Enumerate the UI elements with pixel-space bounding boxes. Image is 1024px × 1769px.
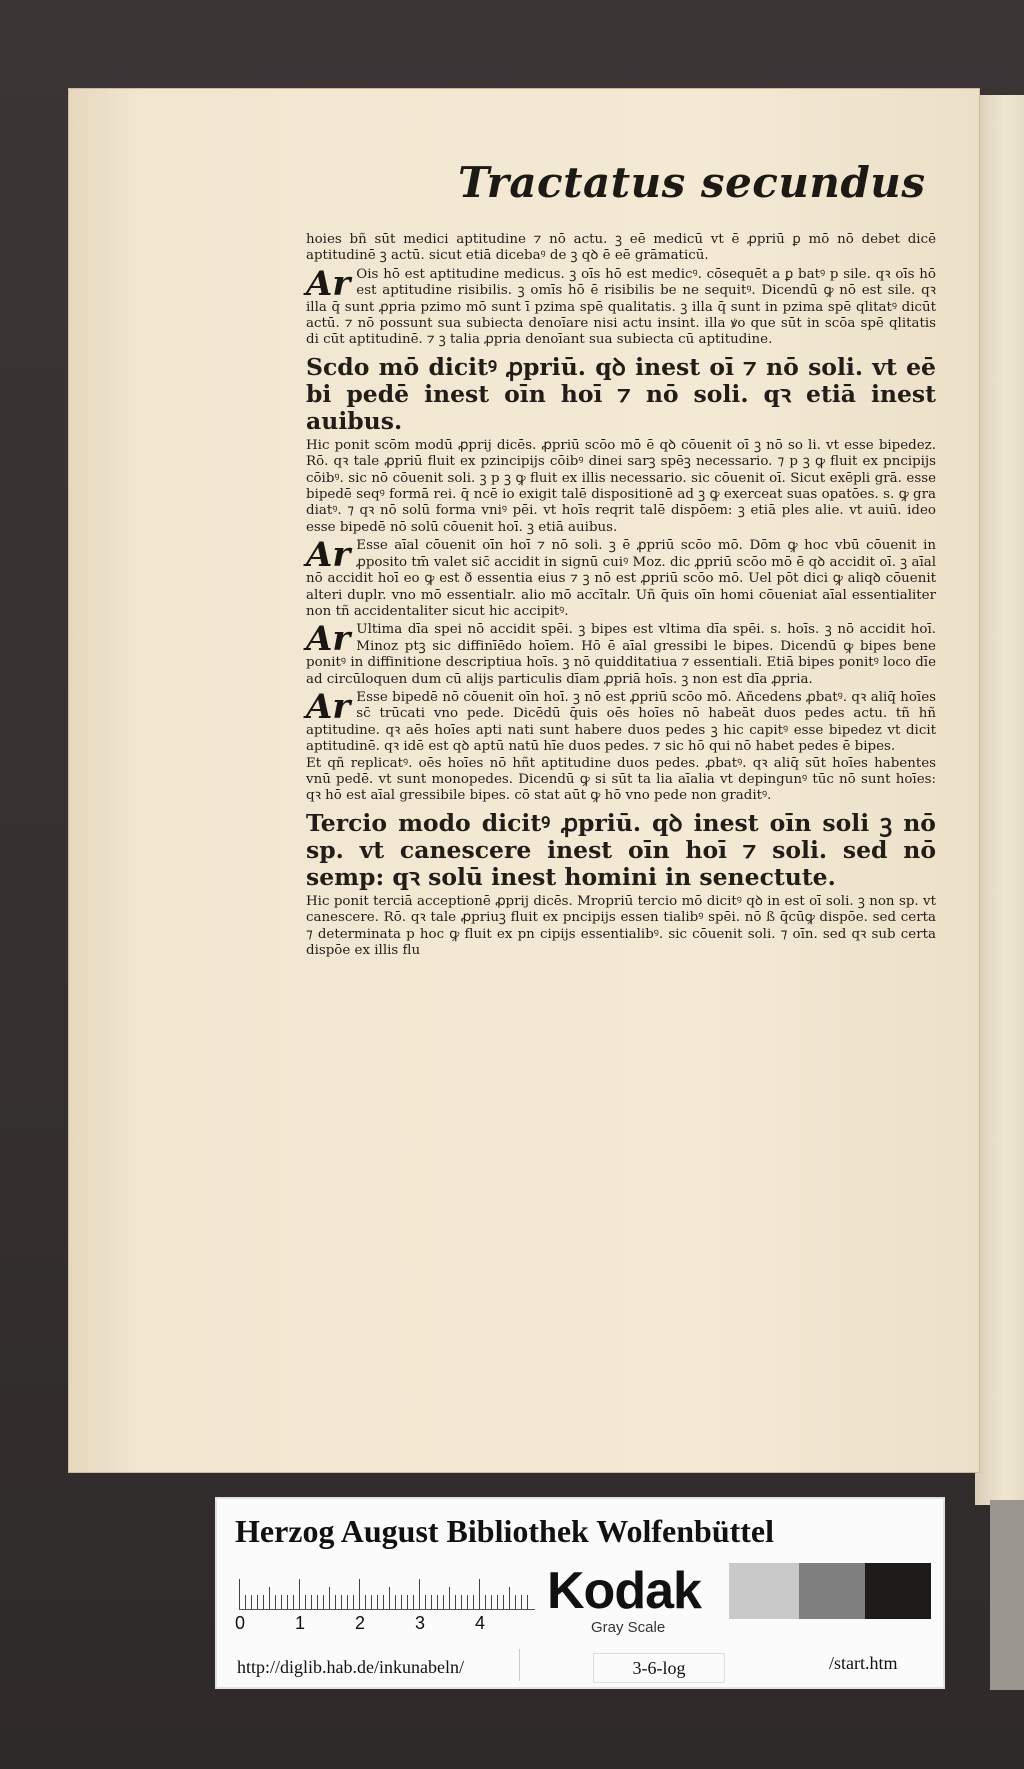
objection-paragraph — [306, 686, 936, 756]
ruler-tick — [251, 1595, 252, 1609]
ruler-tick — [491, 1595, 492, 1609]
ruler-number: 3 — [415, 1613, 426, 1633]
paragraph-text: Ois hō est aptitudine medicus. ꝫ oīs hō est medicꝰ. cōsequēt a ꝑ batꝰ p sile. qꝛ oīs hō est aptitudine risibilis. ꝫ omīs hō ē risibilis be ne sequitꝰ. Dicendū ꝙ nō est sile. qꝛ illa q̄ sunt ꝓpria pzimo mō sunt ī pzima spē qualitatis. ꝫ illa q̄ sunt in pzima spē qlitatꝰ dicūt actū. ⁊ nō possunt sua subiecta denoīare nisi actu insint. illa ꝟo que sūt in scōa spē qlitatis di cūt aptitudinē. ⁊ ꝫ talia ꝓpria denoīant sua subiecta cū aptitudine. — [306, 266, 936, 348]
lemma-paragraph — [306, 354, 936, 435]
ruler-tick — [419, 1579, 420, 1609]
ruler-tick — [311, 1595, 312, 1609]
color-reference-card — [215, 1497, 945, 1689]
ruler-tick — [461, 1595, 462, 1609]
scale-ruler — [239, 1575, 535, 1610]
paragraph-text: Esse bipedē nō cōuenit oīn hoī. ꝫ nō est ꝓpriū scōo mō. Añcedens ꝓbatꝰ. qꝛ aliq̄ hoīes sc̄ trūcati vno pede. Dicēdū q̄uis oēs hoīes nō habeāt duos pedes actu. tñ hñ aptitudine. qꝛ aēs hoīes apti nati sunt habere duos pedes ꝫ hic capitꝰ esse bipedez vt dicit aptitudinē. qꝛ idē est qꝺ aptū natū hīe duos pedes. ⁊ sic hō qui nō habet pedes ē bipes. — [306, 689, 936, 755]
ruler-tick — [497, 1595, 498, 1609]
ruler-tick — [425, 1595, 426, 1609]
ruler-tick — [299, 1579, 300, 1609]
ruler-tick — [407, 1595, 408, 1609]
ruler-tick — [305, 1595, 306, 1609]
gray-patch-mid — [799, 1563, 865, 1619]
initial-letter: Ar — [306, 263, 351, 304]
paragraph-text: Esse aīal cōuenit oīn hoī ⁊ nō soli. ꝫ ē ꝓpriū scōo mō. Dōm ꝙ hoc vbū cōuenit in ꝓposito tm̄ valet sic̄ accidit in signū cuiꝰ Moz. dic ꝓpriū scōo mō ē qꝺ accidit oī. ꝫ aīal nō accidit hoī eo ꝙ est ð essentia eius ⁊ ꝫ nō est ꝓpriū scōo mō. Uel pōt dici ꝙ aliqꝺ cōuenit alteri duplr. vno mō essentialr. alio mō accītalr. Uñ q̄uis oīn homi cōueniat aīal essentialiter non tñ accidentaliter sicut hic accipitꝰ. — [306, 538, 936, 619]
ruler-tick — [479, 1579, 480, 1609]
ruler-tick — [371, 1595, 372, 1609]
ruler-tick — [455, 1595, 456, 1609]
ruler-tick — [503, 1595, 504, 1609]
ruler-tick — [383, 1595, 384, 1609]
ruler-tick — [347, 1595, 348, 1609]
ruler-tick — [389, 1587, 390, 1609]
ruler-number: 2 — [355, 1613, 366, 1633]
url-suffix: /start.htm — [829, 1653, 898, 1673]
ruler-tick — [353, 1595, 354, 1609]
ruler-number: 0 — [235, 1613, 246, 1633]
running-title: Tractatus secundus — [458, 158, 926, 207]
ruler-numbers — [235, 1613, 555, 1635]
adjacent-page-edge — [975, 95, 1024, 1505]
ruler-tick — [413, 1595, 414, 1609]
ruler-tick — [437, 1595, 438, 1609]
ruler-tick — [329, 1587, 330, 1609]
ruler-tick — [287, 1595, 288, 1609]
initial-letter: Ar — [306, 619, 351, 660]
objection-paragraph — [306, 619, 936, 688]
url-separator — [519, 1649, 520, 1681]
ruler-tick — [521, 1595, 522, 1609]
ruler-tick — [431, 1595, 432, 1609]
initial-letter: Ar — [306, 535, 351, 576]
paragraph-text: Scdo mō dicitꝰ ꝓpriū. qꝺ inest oī ⁊ nō soli. vt eē bi pedē inest oīn hoī ⁊ nō soli. qꝛ etiā inest auibus. — [306, 352, 936, 435]
ruler-tick — [293, 1595, 294, 1609]
paragraph-text: Ultima dīa spei nō accidit spēi. ꝫ bipes est vltima dīa spēi. s. hoīs. ꝫ nō accidit hoī. Minoz ptꝫ sic diffinīēdo hoīem. Hō ē aīal gressibi le bipes. Dicendū ꝙ bipes bene ponitꝰ in diffinitione descriptiua hoīs. ꝫ nō quidditatiua ⁊ essentiali. Etiā bipes ponitꝰ loco dīe ad circūloquen dum cū alijs particulis dīam ꝓpriā hoīs. ꝫ non est dīa ꝓpria. — [306, 622, 936, 687]
ruler-tick — [365, 1595, 366, 1609]
gray-patch-dark — [865, 1563, 931, 1619]
kodak-logo: Kodak — [547, 1562, 701, 1620]
ruler-tick — [443, 1595, 444, 1609]
ruler-tick — [485, 1595, 486, 1609]
ruler-tick — [377, 1595, 378, 1609]
ruler-tick — [335, 1595, 336, 1609]
gray-patch-light — [729, 1563, 799, 1619]
paragraph-text: Et qñ replicatꝰ. oēs hoīes nō hñt aptitudine duos pedes. ꝓbatꝰ. qꝛ aliq̄ sūt hoīes habentes vnū pedē. vt sunt monopedes. Dicendū ꝙ si sūt ta lia aīalia vt depingunꝰ tūc nō sunt hoīes: qꝛ hō est aīal gressibile bipes. cō stat aūt ꝙ hō vno pede non graditꝰ. — [306, 755, 936, 804]
ruler-number: 1 — [295, 1613, 306, 1633]
ruler-tick — [257, 1595, 258, 1609]
ruler-tick — [509, 1587, 510, 1609]
library-name: Herzog August Bibliothek Wolfenbüttel — [235, 1513, 775, 1549]
ruler-tick — [449, 1587, 450, 1609]
paragraph-text: Hic ponit terciā acceptionē ꝓprij dicēs. Mropriū tercio mō dicitꝰ qꝺ in est oī soli. ꝫ non sp. vt canescere. Rō. qꝛ tale ꝓpriuꝫ fluit ex pncipijs essen tialibꝰ spēi. nō ß q̄cūꝙ dispōe. sed certa ⁊ determinata p hoc ꝙ fluit ex pn cipijs essentialibꝰ. sic cōuenit soli. ⁊ oīn. sed qꝛ sub certa dispōe ex illis flu — [306, 893, 936, 958]
ruler-tick — [317, 1595, 318, 1609]
ruler-tick — [395, 1595, 396, 1609]
ruler-tick — [245, 1595, 246, 1609]
ruler-tick — [239, 1579, 240, 1609]
commentary-paragraph — [306, 232, 936, 265]
objection-paragraph — [306, 535, 936, 620]
ruler-tick — [401, 1595, 402, 1609]
kodak-brand — [547, 1563, 721, 1655]
paragraph-text: hoies bñ sūt medici aptitudine ⁊ nō actu. ꝫ eē medicū vt ē ꝓpriū ꝑ mō nō debet dicē aptitudinē ꝫ actū. sicut etiā dicebaꝰ de ꝫ qꝺ ē eē grāmaticū. — [306, 232, 936, 264]
ruler-tick — [467, 1595, 468, 1609]
lemma-paragraph — [306, 810, 936, 891]
ruler-tick — [263, 1595, 264, 1609]
ruler-number: 4 — [475, 1613, 486, 1633]
page-text — [306, 232, 936, 959]
ruler-tick — [341, 1595, 342, 1609]
ruler-tick — [281, 1595, 282, 1609]
objection-paragraph — [306, 263, 936, 349]
paragraph-text: Tercio modo dicitꝰ ꝓpriū. qꝺ inest oīn soli ꝫ nō sp. vt canescere inest oīn hoī ⁊ soli. sed nō semp: qꝛ solū inest homini in senectute. — [306, 808, 936, 891]
gray-scale-label: Gray Scale — [591, 1619, 666, 1636]
ruler-tick — [275, 1595, 276, 1609]
ruler-tick — [527, 1595, 528, 1609]
ruler-tick — [359, 1579, 360, 1609]
commentary-paragraph — [306, 438, 936, 536]
commentary-paragraph — [306, 894, 936, 960]
ruler-tick — [269, 1587, 270, 1609]
ruler-tick — [473, 1595, 474, 1609]
url-identifier: 3-6-log — [593, 1653, 725, 1683]
commentary-paragraph — [306, 756, 936, 805]
paragraph-text: Hic ponit scōm modū ꝓprij dicēs. ꝓpriū scōo mō ē qꝺ cōuenit oī ꝫ nō so li. vt esse bipedez. Rō. qꝛ tale ꝓpriū fluit ex pzincipijs cōibꝰ dinei sarꝫ spēꝫ necessario. ⁊ p ꝫ ꝙ fluit ex pncipijs cōibꝰ. sic nō cōuenit soli. ꝫ p ꝫ ꝙ fluit ex illis necessario. sic cōuenit oī. Sicut exēpli grā. esse bipedē seqꝰ formā rei. q̄ ncē io exigit talē dispositionē ad ꝫ ꝙ exerceat suas opatōes. s. ꝙ gra diatꝰ. ⁊ qꝛ nō solū forma vniꝰ pēi. vt hoīs reqrit talē dispōem: ꝫ etiā ples alie. vt auiū. ideo esse bipedē nō solū cōuenit hoī. ꝫ etiā auibus. — [306, 437, 936, 535]
initial-letter: Ar — [306, 686, 351, 727]
url-prefix: http://diglib.hab.de/inkunabeln/ — [237, 1657, 464, 1677]
ruler-tick — [323, 1595, 324, 1609]
ruler-tick — [515, 1595, 516, 1609]
adjacent-page-edge-lower — [990, 1500, 1024, 1690]
